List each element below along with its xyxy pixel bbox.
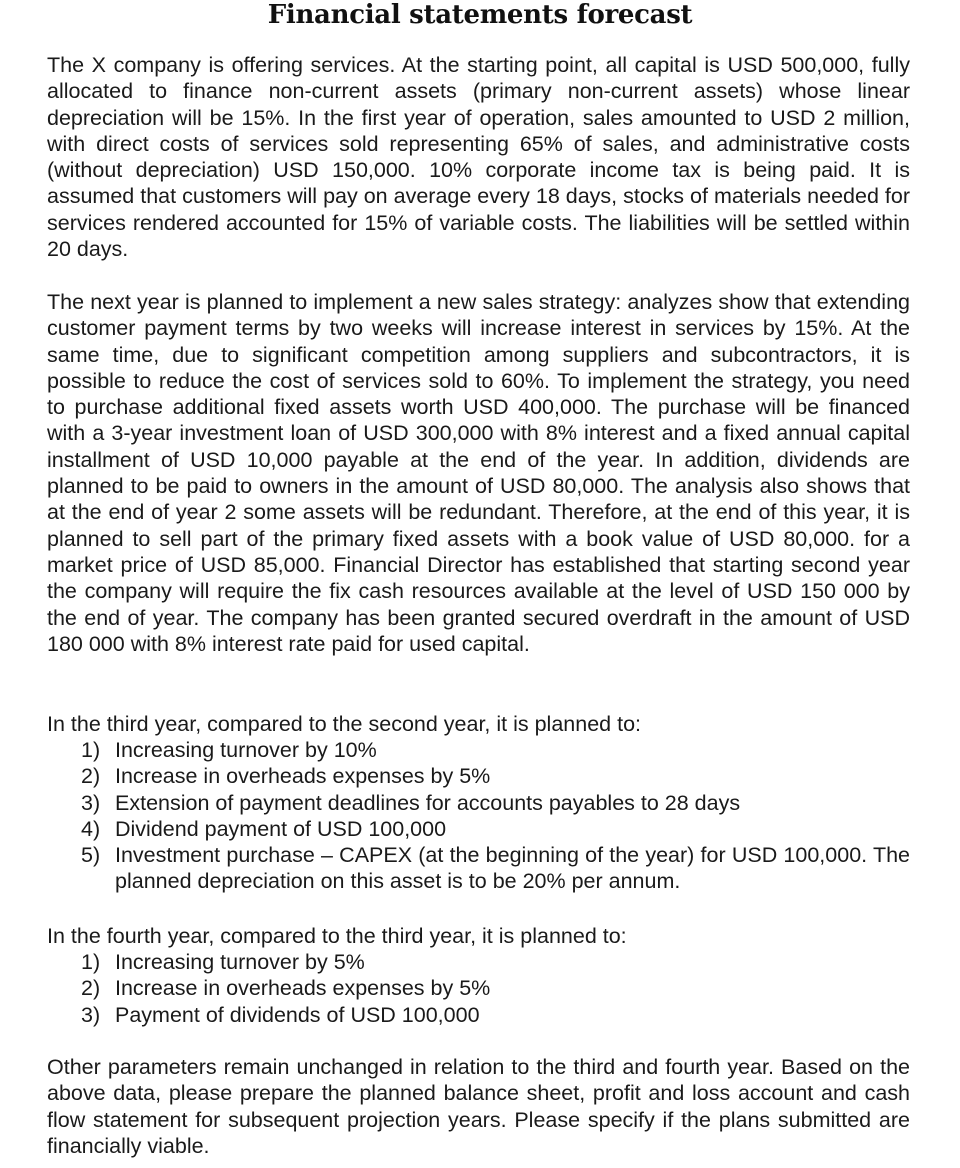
list-item	[47, 763, 910, 789]
list-item-number: 1)	[81, 950, 101, 974]
list-item-text: Payment of dividends of USD 100,000	[115, 1002, 480, 1027]
list-item	[47, 737, 910, 763]
list-item-text: Dividend payment of USD 100,000	[115, 816, 447, 841]
list-item	[47, 842, 910, 895]
list-item	[47, 1002, 910, 1028]
paragraph-year2: The next year is planned to implement a new sales strategy: analyzes show that extending customer payment terms by two weeks will increase interest in services by 15%. At the same time, due to significant competition among suppliers and subcontractors, it is possible to reduce the cost of services sold to 60%. To implement the strategy, you need to purchase additional fixed assets worth USD 400,000. The purchase will be financed with a 3-year investment loan of USD 300,000 with 8% interest and a fixed annual capital installment of USD 10,000 payable at the end of the year. In addition, dividends are planned to be paid to owners in the amount of USD 80,000. The analysis also shows that at the end of year 2 some assets will be redundant. Therefore, at the end of this year, it is planned to sell part of the primary fixed assets with a book value of USD 80,000. for a market price of USD 85,000. Financial Director has established that starting second year the company will require the fix cash resources available at the level of USD 150 000 by the end of year. The company has been granted secured overdraft in the amount of USD 180 000 with 8% interest rate paid for used capital.	[47, 290, 910, 656]
list-item-number: 5)	[81, 843, 101, 868]
list-item-text: Increase in overheads expenses by 5%	[115, 976, 491, 1001]
year4-intro: In the fourth year, compared to the third year, it is planned to:	[47, 924, 627, 948]
page-title: Financial statements forecast	[267, 0, 693, 30]
year4-list	[47, 949, 910, 1028]
paragraph-year1: The X company is offering services. At the starting point, all capital is USD 500,000, fully allocated to finance non-current assets (primary non-current assets) whose linear depreciation will be 15%. In the first year of operation, sales amounted to USD 2 million, with direct costs of services sold representing 65% of sales, and administrative costs (without depreciation) USD 150,000. 10% corporate income tax is being paid. It is assumed that customers will pay on average every 18 days, stocks of materials needed for services rendered accounted for 15% of variable costs. The liabilities will be settled within 20 days.	[47, 53, 910, 262]
list-item-text: Extension of payment deadlines for accounts payables to 28 days	[115, 790, 741, 815]
paragraph-conclusion: Other parameters remain unchanged in relation to the third and fourth year. Based on the above data, please prepare the planned balance sheet, profit and loss account and cash flow statement for subsequent projection years. Please specify if the plans submitted are financially viable.	[47, 1055, 910, 1158]
list-item-text: Increasing turnover by 10%	[115, 738, 377, 762]
list-item	[47, 975, 910, 1001]
list-item	[47, 790, 910, 816]
list-item-text: Investment purchase – CAPEX (at the beginning of the year) for USD 100,000. The planned depreciation on this asset is to be 20% per annum.	[115, 843, 910, 894]
list-item-number: 3)	[81, 790, 101, 815]
list-item-text: Increase in overheads expenses by 5%	[115, 764, 491, 789]
list-item-text: Increasing turnover by 5%	[115, 950, 365, 974]
list-item-number: 4)	[81, 816, 101, 841]
list-item	[47, 816, 910, 842]
list-item-number: 2)	[81, 764, 101, 789]
year3-intro: In the third year, compared to the second year, it is planned to:	[47, 712, 642, 736]
list-item-number: 1)	[81, 738, 101, 762]
list-item-number: 3)	[81, 1002, 101, 1027]
list-item	[47, 949, 910, 975]
list-item-number: 2)	[81, 976, 101, 1001]
year3-list	[47, 737, 910, 895]
